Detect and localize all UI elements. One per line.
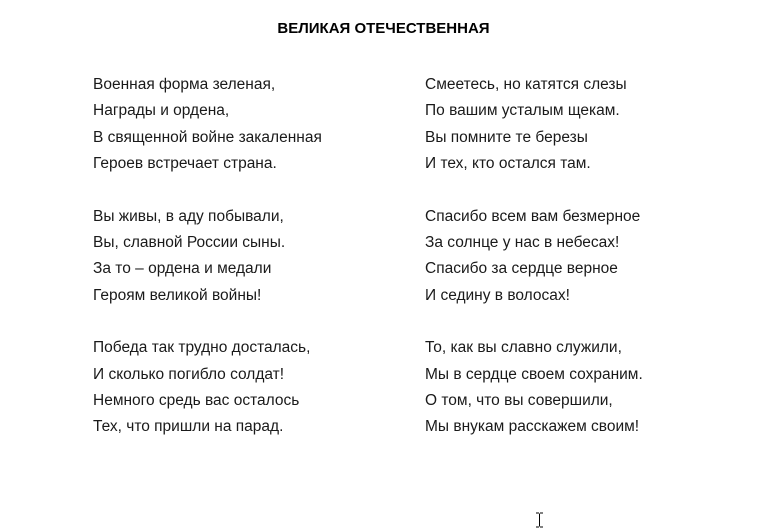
poem-line: То, как вы славно служили, bbox=[425, 339, 622, 357]
stanza bbox=[93, 204, 322, 310]
poem-line: О том, что вы совершили, bbox=[425, 391, 613, 409]
stanza bbox=[425, 204, 643, 310]
poem-line: По вашим усталым щекам. bbox=[425, 102, 620, 120]
poem-line: И сколько погибло солдат! bbox=[93, 365, 285, 383]
poem-line: За то – ордена и медали bbox=[93, 260, 272, 278]
poem-line: Вы помните те березы bbox=[425, 128, 588, 146]
poem-line: Победа так трудно досталась, bbox=[93, 339, 311, 357]
right-column bbox=[425, 72, 643, 441]
stanza bbox=[93, 72, 322, 178]
poem-line: Вы, славной России сыны. bbox=[93, 233, 286, 251]
poem-line: Немного средь вас осталось bbox=[93, 391, 300, 409]
poem-line: Военная форма зеленая, bbox=[93, 76, 276, 93]
poem-line: И тех, кто остался там. bbox=[425, 155, 591, 173]
poem-line: Вы живы, в аду побывали, bbox=[93, 207, 284, 225]
text-cursor-icon bbox=[535, 512, 544, 528]
stanza bbox=[93, 335, 322, 441]
stanza bbox=[425, 72, 643, 178]
poem-line: Героев встречает страна. bbox=[93, 155, 277, 173]
poem-line: И седину в волосах! bbox=[425, 286, 570, 304]
document-title: ВЕЛИКАЯ ОТЕЧЕСТВЕННАЯ bbox=[277, 20, 490, 37]
stanza bbox=[425, 335, 643, 441]
poem-line: Мы в сердце своем сохраним. bbox=[425, 365, 643, 383]
poem-line: Награды и ордена, bbox=[93, 102, 230, 120]
poem-line: Героям великой войны! bbox=[93, 286, 262, 304]
poem-line: Мы внукам расскажем своим! bbox=[425, 418, 640, 436]
left-column bbox=[93, 72, 322, 441]
poem-line: Тех, что пришли на парад. bbox=[93, 418, 284, 436]
poem-line: Смеетесь, но катятся слезы bbox=[425, 76, 627, 93]
poem-line: За солнце у нас в небесах! bbox=[425, 233, 620, 251]
poem-line: Спасибо за сердце верное bbox=[425, 260, 618, 278]
poem-line: Спасибо всем вам безмерное bbox=[425, 207, 641, 225]
poem-line: В священной войне закаленная bbox=[93, 128, 322, 146]
